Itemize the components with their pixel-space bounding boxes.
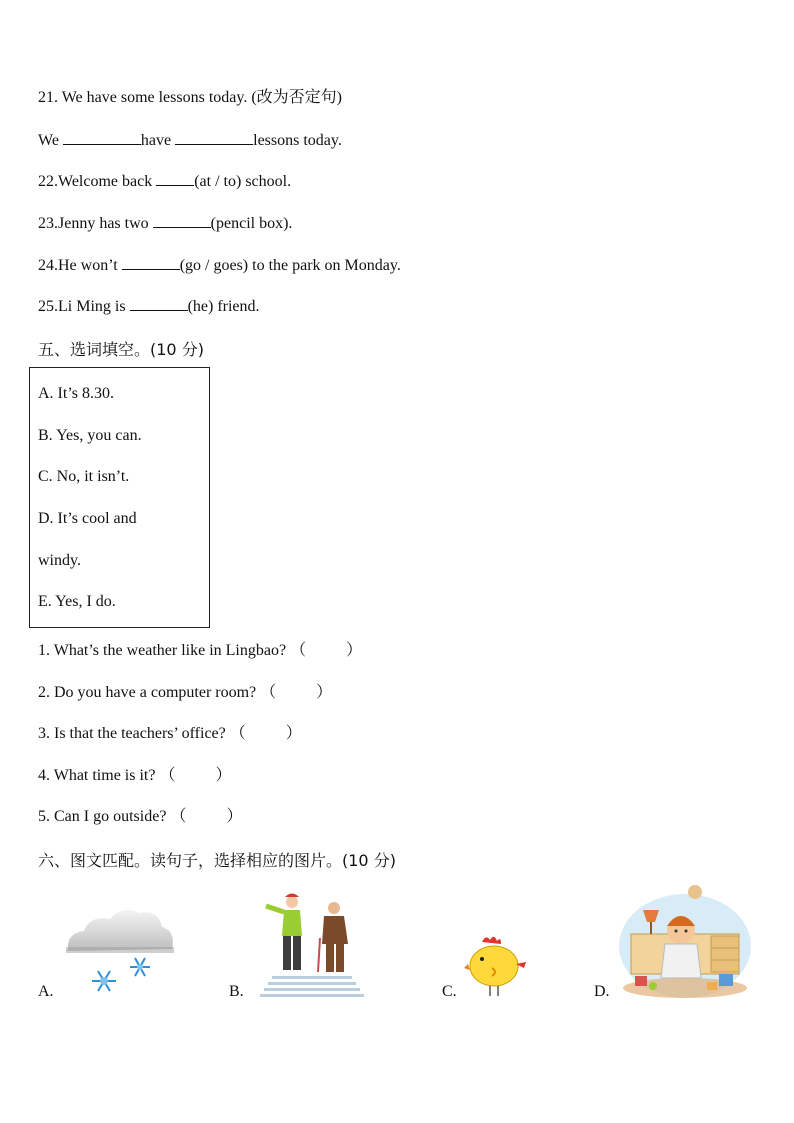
- match-question-text: 3. Is that the teachers’ office?: [38, 725, 226, 742]
- question-23-text-a: 23.Jenny has two: [38, 215, 149, 232]
- question-25: [38, 296, 260, 317]
- chick-icon[interactable]: [464, 934, 528, 998]
- match-question-text: 2. Do you have a computer room?: [38, 684, 257, 701]
- section-5-heading: 五、选词填空。(10 分): [38, 340, 204, 359]
- question-24: [38, 255, 401, 276]
- answer-blank-1[interactable]: [63, 130, 141, 145]
- section-6-heading: 六、图文匹配。读句子，选择相应的图片。(10 分): [38, 851, 396, 870]
- paren-open: （: [260, 684, 277, 701]
- answer-blank[interactable]: [122, 255, 180, 270]
- answer-blank[interactable]: [156, 171, 194, 186]
- question-22-text-b: (at / to) school.: [194, 173, 292, 190]
- option-b: B. Yes, you can.: [38, 427, 142, 444]
- picture-label-a: A.: [38, 983, 54, 1000]
- answer-paren[interactable]: [230, 724, 302, 744]
- two-men-crosswalk-image[interactable]: [258, 888, 368, 998]
- paren-close: ）: [226, 808, 243, 825]
- picture-label-c: C.: [442, 983, 457, 1000]
- picture-label-d: D.: [594, 983, 610, 1000]
- option-a: A. It’s 8.30.: [38, 385, 114, 402]
- picture-label-b: B.: [229, 983, 244, 1000]
- question-21-answer-line: [38, 130, 342, 151]
- paren-open: （: [290, 642, 307, 659]
- match-question-text: 5. Can I go outside?: [38, 808, 167, 825]
- options-box: [29, 367, 210, 628]
- question-25-text-a: 25.Li Ming is: [38, 298, 126, 315]
- paren-open: （: [159, 767, 176, 784]
- answer-word-we: We: [38, 132, 59, 149]
- answer-paren[interactable]: [290, 641, 362, 661]
- paren-close: ）: [346, 642, 363, 659]
- answer-word-lessons: lessons today.: [253, 132, 342, 149]
- answer-blank[interactable]: [153, 213, 211, 228]
- paren-close: ）: [285, 725, 302, 742]
- question-23: [38, 213, 292, 234]
- question-22: [38, 171, 291, 192]
- question-22-text-a: 22.Welcome back: [38, 173, 153, 190]
- option-d: D. It’s cool and: [38, 510, 137, 527]
- paren-open: （: [170, 808, 187, 825]
- answer-blank-2[interactable]: [175, 130, 253, 145]
- match-question-3: [38, 724, 302, 744]
- match-question-5: [38, 807, 242, 827]
- question-24-text-b: (go / goes) to the park on Monday.: [179, 257, 401, 274]
- option-d-continued: windy.: [38, 552, 81, 569]
- messy-room-boy-image[interactable]: [615, 878, 755, 1000]
- question-23-text-b: (pencil box).: [210, 215, 293, 232]
- match-question-text: 1. What’s the weather like in Lingbao?: [38, 642, 287, 659]
- question-24-text-a: 24.He won’t: [38, 257, 118, 274]
- paren-close: ）: [215, 767, 232, 784]
- snow-cloud-icon[interactable]: [62, 905, 180, 997]
- answer-paren[interactable]: [260, 683, 332, 703]
- answer-word-have: have: [140, 132, 172, 149]
- match-question-1: [38, 641, 362, 661]
- option-e: E. Yes, I do.: [38, 593, 116, 610]
- question-25-text-b: (he) friend.: [187, 298, 260, 315]
- paren-open: （: [229, 725, 246, 742]
- match-question-4: [38, 766, 232, 786]
- question-21: 21. We have some lessons today. (改为否定句): [38, 89, 343, 106]
- match-question-text: 4. What time is it?: [38, 767, 156, 784]
- answer-paren[interactable]: [159, 766, 231, 786]
- match-question-2: [38, 683, 332, 703]
- option-c: C. No, it isn’t.: [38, 468, 130, 485]
- paren-close: ）: [316, 684, 333, 701]
- answer-paren[interactable]: [170, 807, 242, 827]
- answer-blank[interactable]: [130, 296, 188, 311]
